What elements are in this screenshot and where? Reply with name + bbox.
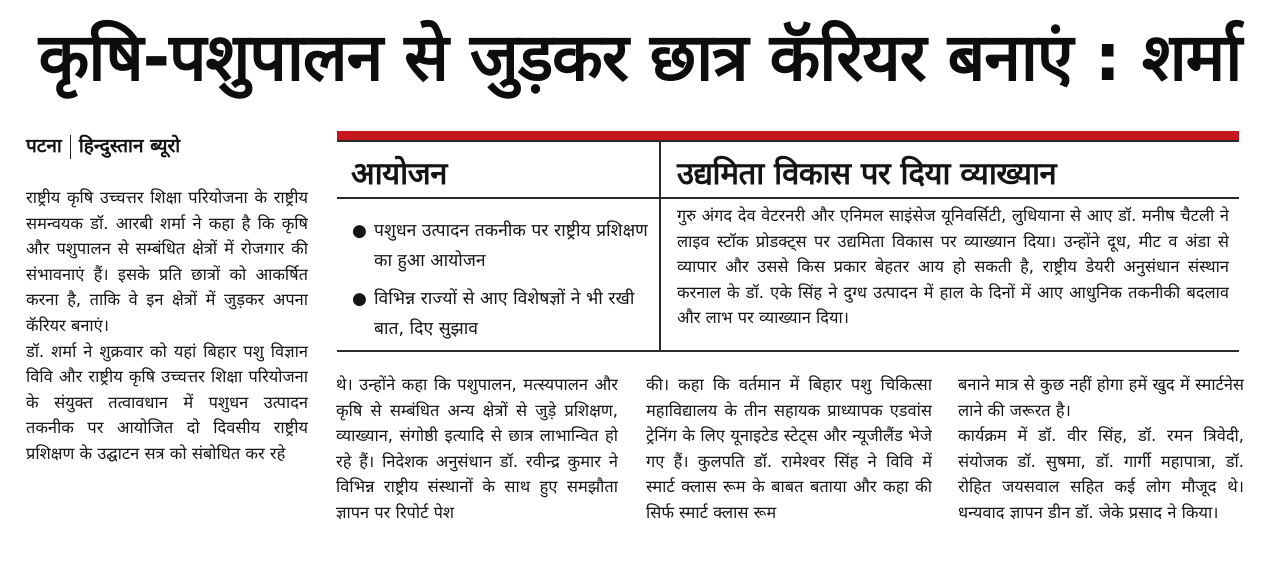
dateline-bureau: हिन्दुस्तान ब्यूरो <box>78 135 181 157</box>
aayojan-bullet-item <box>352 284 652 344</box>
article-column-2 <box>336 372 618 583</box>
lecture-box-title: उद्यमिता विकास पर दिया व्याख्यान <box>677 156 1057 192</box>
aayojan-bullet-list <box>352 216 652 352</box>
article-column-3 <box>646 372 932 583</box>
headline: कृषि-पशुपालन से जुड़कर छात्र कॅरियर बनाएं : शर्मा <box>38 19 1242 96</box>
column4-paragraph: बनाने मात्र से कुछ नहीं होगा हमें खुद में स्मार्टनेस लाने की जरूरत है। <box>958 375 1244 420</box>
aayojan-box-title: आयोजन <box>351 156 447 192</box>
aayojan-bullet-text: पशुधन उत्पादन तकनीक पर राष्ट्रीय प्रशिक्षण का हुआ आयोजन <box>374 221 648 271</box>
article-column-4 <box>958 372 1244 583</box>
lecture-title-rule <box>661 197 1239 199</box>
dateline-city: पटना <box>26 135 62 157</box>
dateline-separator <box>70 135 71 159</box>
column2-paragraph: थे। उन्होंने कहा कि पशुपालन, मत्स्यपालन और कृषि से सम्बंधित अन्य क्षेत्रों से जुड़े प्रशिक्षण, व्याख्यान, संगोष्ठी इत्यादि से छात्र लाभान्वित हो रहे हैं। निदेशक अनुसंधान डॉ. रवीन्द्र कुमार ने विभिन्न राष्ट्रीय संस्थानों के साथ हुए समझौता ज्ञापन पर रिपोर्ट पेश <box>336 375 618 522</box>
bullet-icon: ● <box>352 289 367 309</box>
aayojan-title-rule <box>337 197 659 199</box>
column3-paragraph: की। कहा कि वर्तमान में बिहार पशु चिकित्सा महाविद्यालय के तीन सहायक प्राध्यापक एडवांस ट्रेनिंग के लिए यूनाइटेड स्टेट्स और न्यूजीलैंड भेजे गए हैं। कुलपति डॉ. रामेश्वर सिंह ने विवि में स्मार्ट क्लास रूम के बाबत बताया और कहा की सिर्फ स्मार्ट क्लास रूम <box>646 375 932 522</box>
column4-paragraph: कार्यक्रम में डॉ. वीर सिंह, डॉ. रमन त्रिवेदी, संयोजक डॉ. सुषमा, डॉ. गार्गी महापात्रा, डॉ. रोहित जयसवाल सहित कई लोग मौजूद थे। धन्यवाद ज्ञापन डीन डॉ. जेके प्रसाद ने किया। <box>958 426 1244 522</box>
article-column-1 <box>26 185 308 583</box>
red-rule <box>337 131 1239 140</box>
dateline <box>26 130 180 162</box>
aayojan-bullet-item <box>352 216 652 276</box>
box-top-border <box>337 140 1239 142</box>
lecture-box-text: गुरु अंगद देव वेटरनरी और एनिमल साइंसेज यूनिवर्सिटी, लुधियाना से आए डॉ. मनीष चैटली ने लाइव स्टॉक प्रोडक्ट्स पर उद्यमिता विकास पर व्याख्यान दिया। उन्होंने दूध, मीट व अंडा से व्यापार और उससे किस प्रकार बेहतर आय हो सकती है, राष्ट्रीय डेयरी अनुसंधान संस्थान करनाल के डॉ. एके सिंह ने दुग्ध उत्पादन में हाल के दिनों में आए आधुनिक तकनीकी बदलाव और लाभ पर व्याख्यान दिया। <box>677 206 1229 328</box>
column1-paragraph: राष्ट्रीय कृषि उच्चत्तर शिक्षा परियोजना के राष्ट्रीय समन्वयक डॉ. आरबी शर्मा ने कहा है कि कृषि और पशुपालन से सम्बंधित क्षेत्रों में रोजगार की संभावनाएं हैं। इसके प्रति छात्रों को आकर्षित करना है, ताकि वे इन क्षेत्रों में जुड़कर अपना कॅरियर बनाएं। <box>26 188 308 335</box>
box-divider <box>659 142 661 350</box>
column1-paragraph: डॉ. शर्मा ने शुक्रवार को यहां बिहार पशु विज्ञान विवि और राष्ट्रीय कृषि उच्चत्तर शिक्षा परियोजना के संयुक्त तत्वावधान में पशुधन उत्पादन तकनीक पर आयोजित दो दिवसीय राष्ट्रीय प्रशिक्षण के उद्घाटन सत्र को संबोधित कर रहे <box>26 341 308 463</box>
aayojan-bullet-text: विभिन्न राज्यों से आए विशेषज्ञों ने भी रखी बात, दिए सुझाव <box>374 289 635 339</box>
bullet-icon: ● <box>352 221 367 241</box>
